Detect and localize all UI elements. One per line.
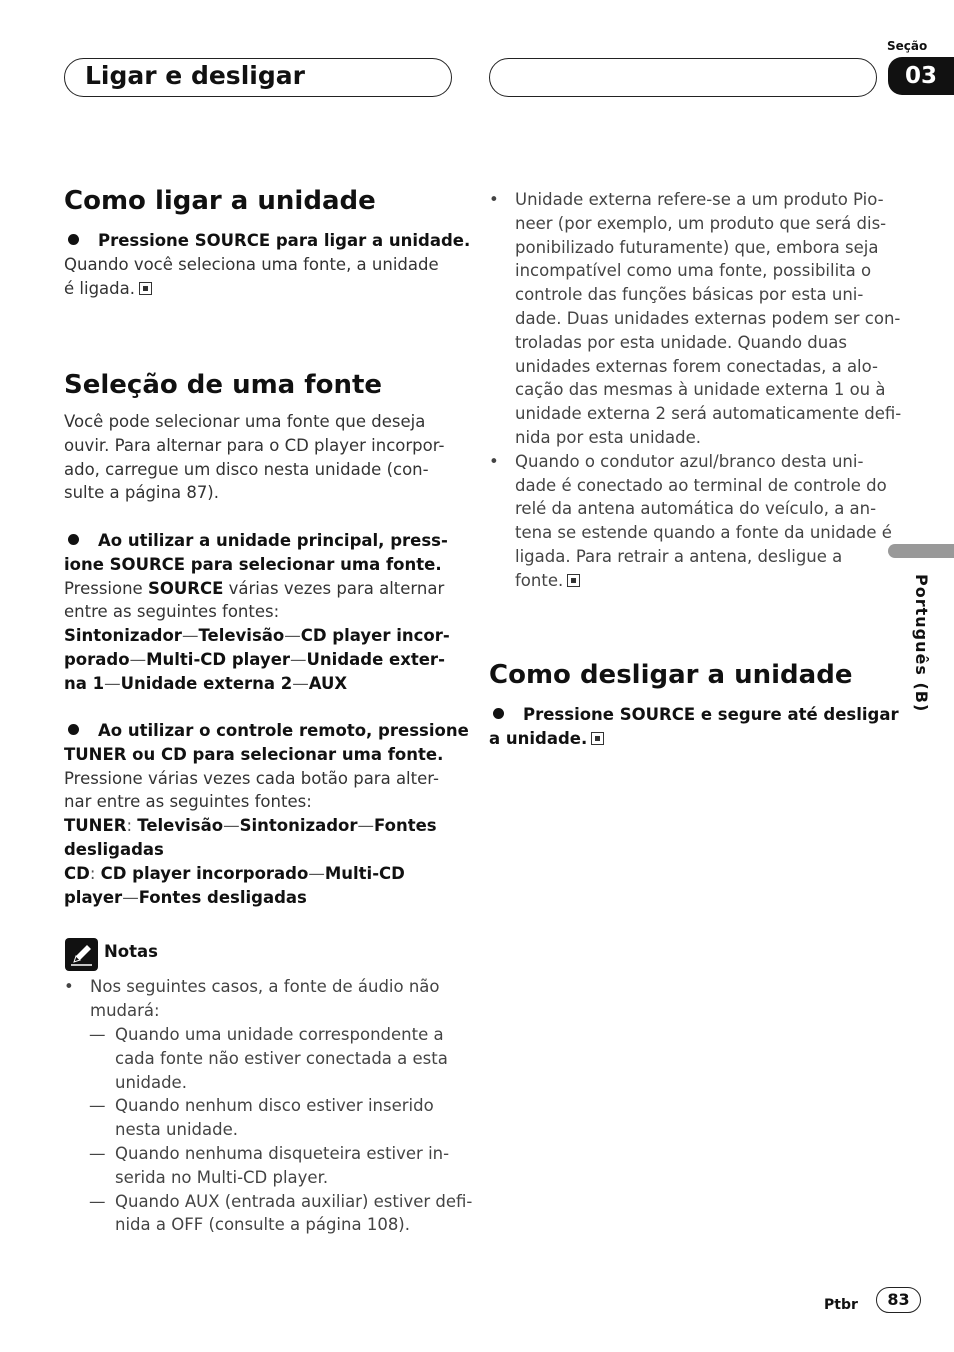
end-mark-icon	[567, 574, 580, 587]
end-mark-icon	[139, 282, 152, 295]
cd-sequence-line2: player—Fontes desligadas	[64, 887, 307, 907]
heading-como-desligar: Como desligar a unidade	[489, 660, 853, 690]
source-sequence-line1: Sintonizador—Televisão—CD player incor-	[64, 626, 450, 646]
subnote-item: — Quando nenhuma disqueteira estiver in-	[89, 1143, 450, 1163]
subnote-item: — Quando AUX (entrada auxiliar) estiver defi-	[89, 1191, 473, 1211]
tuner-sequence-line1: TUNER: Televisão—Sintonizador—Fontes	[64, 816, 437, 836]
cd-sequence-line1: CD: CD player incorporado—Multi-CD	[64, 863, 405, 883]
notes-title: Notas	[104, 942, 158, 961]
subnote-item: — Quando nenhum disco estiver inserido	[89, 1096, 434, 1116]
source-sequence-line2: porado—Multi-CD player—Unidade exter-	[64, 649, 445, 669]
note-item: • Nos seguintes casos, a fonte de áudio não mudará:	[64, 977, 440, 1020]
step-desligar: Pressione SOURCE e segure até desligar a unidade.	[489, 705, 899, 748]
tuner-sequence-line2: desligadas	[64, 839, 164, 859]
end-mark-icon	[591, 732, 604, 745]
subnote-list: — Quando uma unidade correspondente a cada fonte não estiver conectada a esta unidade. — Quando nenhum disco estiver inserido nesta unidade. — Quando nenhuma disqueteira estiver in- serida no Multi-CD player. — Quando AUX (entrada auxiliar) estiver defi- nida a OFF (consulte a página 108).	[89, 1025, 473, 1235]
heading-selecao-fonte: Seleção de uma fonte	[64, 370, 383, 400]
language-tab-marker	[888, 544, 954, 558]
page-title: Ligar e desligar	[85, 61, 305, 90]
step-unidade-principal: Ao utilizar a unidade principal, press- ione SOURCE para selecionar uma fonte. Pressione SOURCE várias vezes para alternar entre as seguintes fontes: Sintonizador—Televisão—CD player incor- porado—Multi-CD player—Unidade exter- na 1—Unidade externa 2—AUX	[64, 529, 450, 696]
bullet-dot	[68, 534, 79, 545]
para-selecao-intro: Você pode selecionar uma fonte que deseja ouvir. Para alternar para o CD player incorpor- ado, carregue um disco nesta unidade (con- sulte a página 87).	[64, 412, 445, 503]
pencil-note-icon	[65, 938, 98, 971]
heading-como-ligar: Como ligar a unidade	[64, 186, 376, 216]
header-title-box	[64, 58, 452, 97]
bullet-dot	[68, 724, 79, 735]
subnote-item: — Quando uma unidade correspondente a	[89, 1025, 444, 1044]
language-label: Português (B)	[912, 574, 931, 713]
para-ligar-1: Quando você seleciona uma fonte, a unidade	[64, 255, 439, 274]
section-label: Seção	[887, 39, 928, 53]
step-controle-remoto: Ao utilizar o controle remoto, pressione TUNER ou CD para selecionar uma fonte. Pressione várias vezes cada botão para alter- nar entre as seguintes fontes: TUNER: Televisão—Sintonizador—Fontes desligadas CD: CD player incorporado—Multi-CD player—Fontes desligadas	[64, 719, 469, 909]
bullet-dot	[68, 234, 79, 245]
page-number-badge: 83	[876, 1287, 921, 1313]
para-ligar-2: é ligada.	[64, 277, 152, 301]
source-sequence-line3: na 1—Unidade externa 2—AUX	[64, 673, 348, 693]
bullet-dot	[493, 708, 504, 719]
footer-lang-code: Ptbr	[824, 1297, 858, 1313]
section-number-badge: 03	[888, 57, 954, 95]
note-external-unit: • Unidade externa refere-se a um produto Pio- neer (por exemplo, um produto que será dis- ponibilizado futuramente) que, embora seja incompatível como uma fonte, possibilita o controle das funções básicas por esta uni- dade. Duas unidades externas podem ser con- troladas por esta unidade. Quando duas unidades externas forem conectadas, a alo- cação das mesmas à unidade externa 1 ou à unidade externa 2 será automaticamente defi- nida por esta unidade. • Quando o condutor azul/branco desta uni- dade é conectado ao terminal de controle do relé da antena automática do veículo, a an- tena se estende quando a fonte da unidade é ligada. Para retrair a antena, desligue a fonte.	[489, 190, 902, 590]
header-empty-box	[489, 58, 877, 97]
step-ligar: Pressione SOURCE para ligar a unidade.	[64, 229, 470, 253]
